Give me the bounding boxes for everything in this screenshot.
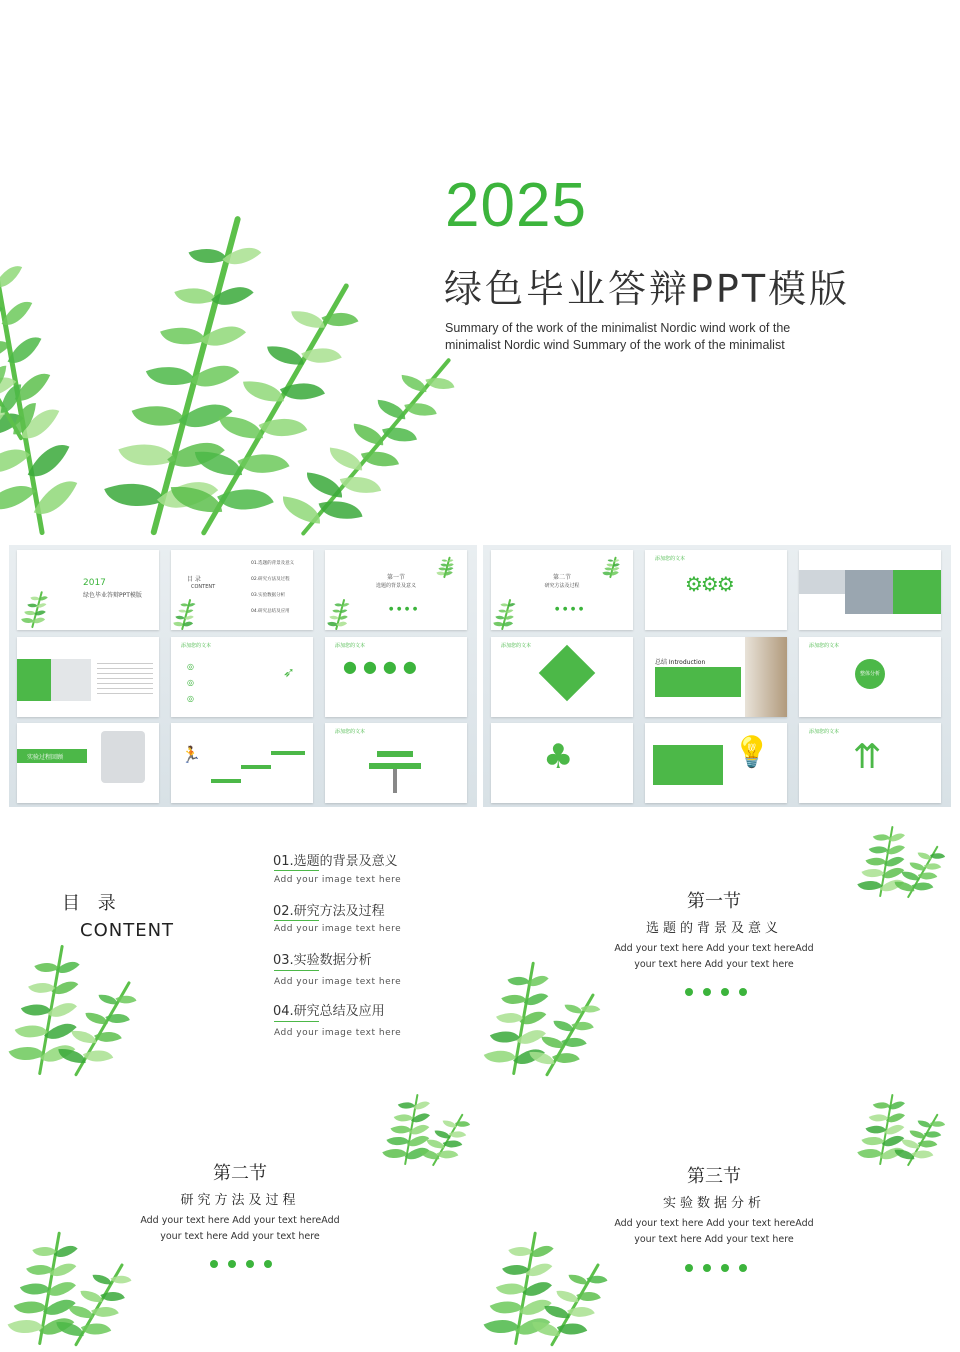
- leaf: [902, 871, 920, 882]
- leaf: [353, 424, 386, 445]
- leaf: [219, 413, 263, 442]
- thumb-leaf-art: [433, 550, 467, 578]
- leaf: [99, 994, 118, 1007]
- toc-underline: [274, 970, 319, 971]
- thumb-green-block: [17, 659, 51, 701]
- toc-heading: 目 录: [62, 893, 122, 914]
- leaf-illustration: [855, 1080, 950, 1165]
- runner-icon: 🏃: [181, 745, 201, 764]
- thumb-leaf-art: [19, 580, 59, 628]
- section-subheading: 选题的背景及意义: [645, 921, 782, 936]
- leaf: [238, 441, 291, 485]
- dot: [739, 1264, 747, 1272]
- dot: [739, 988, 747, 996]
- section-text-line: Add your text here Add your text hereAdd: [614, 943, 814, 954]
- thumb-title-label: 添加您的文本: [809, 643, 840, 649]
- thumb-leaf-art: [491, 590, 525, 630]
- dot: [721, 1264, 729, 1272]
- leaf: [329, 448, 365, 471]
- leaf: [425, 373, 454, 395]
- leaf: [281, 496, 322, 523]
- toc-item-label[interactable]: 02.研究方法及过程: [273, 904, 385, 919]
- leaf: [217, 476, 273, 523]
- thumb-dots: ● ● ● ●: [555, 606, 585, 612]
- toc-underline: [274, 1021, 319, 1022]
- leaf: [305, 472, 343, 497]
- thumb-arrows[interactable]: [799, 723, 941, 803]
- toc-item-sub: Add your image text here: [274, 977, 402, 987]
- thumb-title-label: 添加您的文本: [181, 643, 212, 649]
- thumb-title-label: 添加您的文本: [335, 643, 366, 649]
- thumb-bulb[interactable]: [645, 723, 787, 803]
- rocket-icon: ➶: [283, 665, 295, 681]
- leaf: [894, 1148, 913, 1161]
- leaf: [72, 1029, 97, 1045]
- section-heading: 第三节: [687, 1166, 741, 1187]
- section-text-line: your text here Add your text here: [634, 959, 794, 970]
- leaf: [81, 1316, 111, 1341]
- thumb-signpost[interactable]: [325, 723, 467, 803]
- leaf: [58, 1047, 85, 1065]
- thumb-process[interactable]: [325, 637, 467, 717]
- leaf: [301, 339, 342, 373]
- leaf: [581, 1001, 601, 1017]
- leaf: [404, 397, 436, 421]
- thumb-cover[interactable]: [17, 550, 159, 630]
- leaf: [83, 1044, 113, 1069]
- thumb-leaf-art: [325, 590, 359, 630]
- thumbnail-panel-left: [9, 545, 477, 807]
- swot-diamond: [539, 645, 596, 702]
- leaf: [243, 378, 283, 404]
- thumb-sign-post: [393, 769, 397, 793]
- leaf: [894, 880, 913, 893]
- leaf: [93, 1273, 112, 1286]
- thumb-section-sub: 选题的背景及意义: [375, 583, 416, 589]
- leaf: [490, 1025, 520, 1050]
- leaf: [340, 469, 381, 500]
- toc-item-sub: Add your image text here: [274, 924, 402, 934]
- toc-item-label[interactable]: 01.选题的背景及意义: [273, 854, 398, 869]
- arrows-icon: ⇈: [853, 737, 882, 777]
- section-text-line: Add your text here Add your text hereAdd: [140, 1215, 340, 1226]
- hero-subtitle: Summary of the work of the minimalist Nordic wind work of the minimalist Nordic wind Summary of the work of the minimalist: [445, 321, 791, 352]
- thumb-summary-title: 总结 Introduction: [655, 659, 706, 666]
- bulb-icon: 💡: [733, 735, 771, 770]
- thumb-clover[interactable]: [491, 723, 633, 803]
- dot: [721, 988, 729, 996]
- thumb-review[interactable]: [17, 723, 159, 803]
- thumb-section-1[interactable]: [325, 550, 467, 630]
- thumb-list-rocket[interactable]: [171, 637, 313, 717]
- leaf: [94, 1026, 121, 1049]
- section-subheading: 实验数据分析: [662, 1196, 765, 1211]
- thumb-toc-heading: 目 录: [187, 576, 201, 583]
- thumb-step-3: [271, 751, 305, 755]
- leaf-illustration: [484, 940, 594, 1075]
- leaf: [571, 1017, 593, 1036]
- thumb-gears[interactable]: [645, 550, 787, 630]
- leaf: [577, 1286, 601, 1306]
- thumb-climber-photo: [745, 637, 787, 717]
- leaf: [569, 1273, 588, 1286]
- toc-underline: [274, 870, 319, 871]
- thumb-title-label: 添加您的文本: [335, 729, 366, 735]
- thumb-year: 2017: [83, 578, 106, 588]
- thumb-dots: ● ● ● ●: [389, 606, 419, 612]
- thumb-photo: [845, 570, 893, 614]
- leaf: [85, 1011, 107, 1025]
- leaf: [101, 1286, 125, 1306]
- thumb-section-heading: 第一节: [386, 574, 405, 581]
- leaf-illustration: [0, 180, 430, 540]
- toc-subheading: CONTENT: [80, 920, 175, 941]
- thumb-step-1: [211, 779, 241, 783]
- toc-underline: [274, 920, 319, 921]
- thumb-text-lines: [97, 659, 153, 695]
- leaf: [81, 1289, 103, 1303]
- thumbnail-panel-right: [483, 545, 951, 807]
- leaf: [57, 1320, 84, 1338]
- leaf: [562, 1032, 587, 1053]
- leaf: [400, 375, 427, 393]
- leaf: [116, 991, 137, 1009]
- thumb-leaf-art: [599, 550, 633, 578]
- thumb-section-2[interactable]: [491, 550, 633, 630]
- hero-title: 绿色毕业答辩PPT模版: [444, 267, 851, 311]
- leaf: [484, 1042, 517, 1070]
- clover-icon: ♣: [543, 737, 574, 777]
- thumb-green-block: [655, 667, 741, 697]
- leaf: [69, 1304, 94, 1320]
- leaf: [496, 1007, 524, 1030]
- leaf: [322, 304, 359, 335]
- leaf: [361, 445, 399, 473]
- leaf: [541, 1035, 564, 1050]
- section-subheading: 研究方法及过程: [180, 1193, 300, 1208]
- leaf: [557, 1316, 587, 1341]
- leaf: [545, 1304, 570, 1320]
- section-heading: 第二节: [213, 1163, 267, 1184]
- section-text-line: Add your text here Add your text hereAdd: [614, 1218, 814, 1229]
- leaf-illustration: [855, 812, 950, 897]
- leaf: [105, 1008, 129, 1028]
- leaf: [383, 421, 418, 447]
- thumb-photo: [51, 659, 91, 701]
- thumb-review-label: 实验过程回顾: [27, 754, 64, 761]
- thumb-image-text[interactable]: [17, 637, 159, 717]
- leaf: [533, 1320, 560, 1338]
- thumb-green-block: [653, 745, 723, 785]
- leaf: [427, 1139, 445, 1150]
- section-dots: [685, 1264, 747, 1272]
- dot: [228, 1260, 236, 1268]
- toc-item-sub: Add your image text here: [274, 1028, 402, 1038]
- thumb-section-sub: 研究方法及过程: [544, 583, 580, 589]
- thumb-overall-label: 整体分析: [859, 671, 880, 677]
- thumb-title-label: 添加您的文本: [501, 643, 532, 649]
- leaf: [567, 1301, 594, 1324]
- thumb-toc-item: 02.研究方法及过程: [251, 577, 290, 582]
- thumb-title: 绿色毕业答辩PPT模版: [83, 592, 142, 599]
- thumb-photo: [799, 570, 845, 594]
- thumb-toc-sub: CONTENT: [191, 584, 216, 590]
- thumb-leaf-art: [171, 590, 205, 630]
- thumb-title-label: 添加您的文本: [809, 729, 840, 735]
- toc-item-sub: Add your image text here: [274, 875, 402, 885]
- section-dots: [685, 988, 747, 996]
- hero-year: 2025: [445, 171, 587, 240]
- thumb-toc-item: 03.实验数据分析: [251, 593, 286, 598]
- thumb-sign-1: [377, 751, 413, 757]
- leaf: [376, 399, 406, 419]
- thumb-photo-grid[interactable]: [799, 550, 941, 630]
- section-dots: [210, 1260, 272, 1268]
- leaf: [501, 989, 526, 1010]
- thumb-overall[interactable]: [799, 637, 941, 717]
- leaf: [0, 260, 23, 294]
- thumb-toc-item: 01.选题的背景及意义: [251, 561, 295, 566]
- leaf: [419, 1148, 438, 1161]
- thumb-process-circles: ●●●●: [343, 657, 423, 676]
- dot: [685, 1264, 693, 1272]
- leaf: [280, 373, 325, 410]
- thumb-section-heading: 第二节: [552, 574, 571, 581]
- gear-icon: ⚙⚙⚙: [685, 572, 733, 596]
- thumb-phones: [101, 731, 145, 783]
- leaf: [91, 1301, 118, 1324]
- section-heading: 第一节: [687, 891, 741, 912]
- dot: [264, 1260, 272, 1268]
- section-text-line: your text here Add your text here: [634, 1234, 794, 1245]
- leaf: [110, 1271, 131, 1289]
- leaf: [553, 1019, 573, 1032]
- toc-item-label[interactable]: 04.研究总结及应用: [273, 1004, 385, 1019]
- dot: [210, 1260, 218, 1268]
- leaf: [319, 493, 363, 526]
- thumb-circle-icons: ◎ ◎ ◎: [187, 662, 194, 703]
- leaf-illustration: [380, 1080, 475, 1165]
- toc-item-label[interactable]: 03.实验数据分析: [273, 953, 372, 968]
- thumb-summary[interactable]: [645, 637, 787, 717]
- thumb-step-2: [241, 765, 271, 769]
- thumb-toc-item: 04.研究总结及应用: [251, 609, 290, 614]
- leaf: [267, 344, 304, 368]
- dot: [685, 988, 693, 996]
- leaf-illustration: [8, 920, 128, 1075]
- dot: [703, 988, 711, 996]
- leaf: [557, 1289, 579, 1303]
- thumb-title-label: 添加您的文本: [655, 556, 686, 562]
- thumb-swot[interactable]: [491, 637, 633, 717]
- thumb-green-block: [893, 570, 941, 614]
- section-text-line: your text here Add your text here: [160, 1231, 320, 1242]
- thumb-toc[interactable]: [171, 550, 313, 630]
- thumb-steps[interactable]: [171, 723, 313, 803]
- leaf: [586, 1271, 607, 1289]
- leaf: [259, 407, 308, 448]
- leaf: [902, 1139, 920, 1150]
- leaf: [292, 309, 325, 331]
- leaf: [552, 1047, 580, 1070]
- dot: [703, 1264, 711, 1272]
- dot: [246, 1260, 254, 1268]
